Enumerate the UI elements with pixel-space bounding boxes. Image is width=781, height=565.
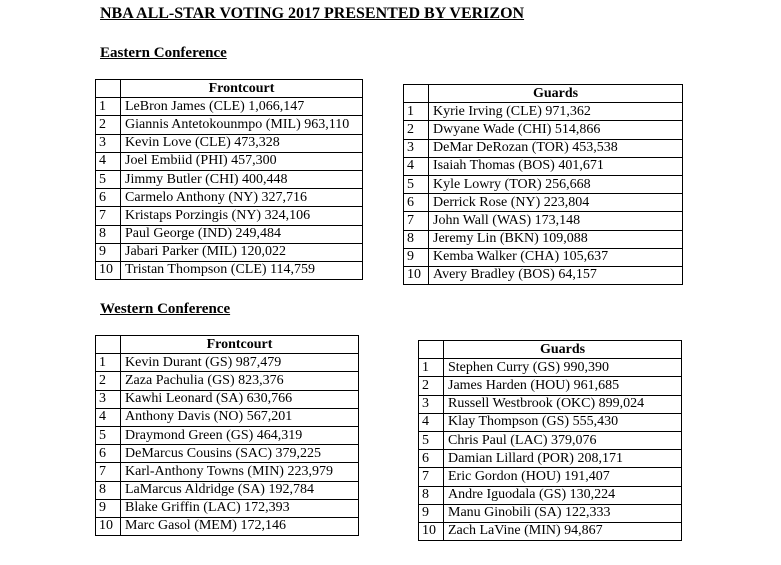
- rank-cell: 9: [404, 248, 429, 266]
- rank-cell: 4: [96, 152, 121, 170]
- table-row: [419, 468, 682, 486]
- rank-cell: 3: [404, 139, 429, 157]
- player-votes-cell: Giannis Antetokounmpo (MIL) 963,110: [121, 116, 363, 134]
- table-row: [419, 431, 682, 449]
- rank-cell: 1: [96, 354, 121, 372]
- rank-cell: 5: [96, 426, 121, 444]
- player-votes-cell: James Harden (HOU) 961,685: [444, 377, 682, 395]
- table-row: [96, 408, 359, 426]
- player-votes-cell: Damian Lillard (POR) 208,171: [444, 450, 682, 468]
- player-votes-cell: Zaza Pachulia (GS) 823,376: [121, 372, 359, 390]
- rank-cell: 5: [404, 175, 429, 193]
- table-row: [404, 139, 683, 157]
- table-corner-cell: [419, 341, 444, 359]
- table-row: [96, 207, 363, 225]
- player-votes-cell: LeBron James (CLE) 1,066,147: [121, 98, 363, 116]
- rank-cell: 2: [419, 377, 444, 395]
- player-votes-cell: Kyrie Irving (CLE) 971,362: [429, 103, 683, 121]
- rank-cell: 1: [419, 359, 444, 377]
- table-row: [419, 413, 682, 431]
- player-votes-cell: Karl-Anthony Towns (MIN) 223,979: [121, 463, 359, 481]
- table-row: [96, 134, 363, 152]
- player-votes-cell: Kawhi Leonard (SA) 630,766: [121, 390, 359, 408]
- rank-cell: 8: [404, 230, 429, 248]
- player-votes-cell: Tristan Thompson (CLE) 114,759: [121, 261, 363, 279]
- player-votes-cell: Paul George (IND) 249,484: [121, 225, 363, 243]
- rank-cell: 1: [96, 98, 121, 116]
- rank-cell: 10: [404, 266, 429, 284]
- table-body: [96, 98, 363, 280]
- west-frontcourt-table: [95, 335, 359, 536]
- table-body: [404, 103, 683, 285]
- table-row: [96, 390, 359, 408]
- player-votes-cell: Chris Paul (LAC) 379,076: [444, 431, 682, 449]
- player-votes-cell: Andre Iguodala (GS) 130,224: [444, 486, 682, 504]
- table-row: [96, 481, 359, 499]
- table-header: Frontcourt: [121, 336, 359, 354]
- table-row: [96, 354, 359, 372]
- rank-cell: 3: [419, 395, 444, 413]
- rank-cell: 10: [96, 261, 121, 279]
- table-corner-cell: [404, 85, 429, 103]
- player-votes-cell: Anthony Davis (NO) 567,201: [121, 408, 359, 426]
- table-row: [404, 157, 683, 175]
- table-body: [419, 359, 682, 541]
- player-votes-cell: DeMarcus Cousins (SAC) 379,225: [121, 445, 359, 463]
- rank-cell: 7: [419, 468, 444, 486]
- player-votes-cell: Zach LaVine (MIN) 94,867: [444, 522, 682, 540]
- table-row: [419, 450, 682, 468]
- player-votes-cell: Eric Gordon (HOU) 191,407: [444, 468, 682, 486]
- rank-cell: 3: [96, 134, 121, 152]
- player-votes-cell: Isaiah Thomas (BOS) 401,671: [429, 157, 683, 175]
- rank-cell: 10: [96, 517, 121, 535]
- player-votes-cell: Kristaps Porzingis (NY) 324,106: [121, 207, 363, 225]
- rank-cell: 8: [419, 486, 444, 504]
- player-votes-cell: Stephen Curry (GS) 990,390: [444, 359, 682, 377]
- table-row: [96, 189, 363, 207]
- rank-cell: 1: [404, 103, 429, 121]
- table-row: [419, 377, 682, 395]
- player-votes-cell: Jabari Parker (MIL) 120,022: [121, 243, 363, 261]
- table-row: [419, 486, 682, 504]
- table-row: [96, 499, 359, 517]
- rank-cell: 9: [419, 504, 444, 522]
- player-votes-cell: LaMarcus Aldridge (SA) 192,784: [121, 481, 359, 499]
- table-row: [404, 121, 683, 139]
- east-conference-heading: Eastern Conference: [100, 45, 227, 61]
- table-row: [96, 170, 363, 188]
- rank-cell: 5: [96, 170, 121, 188]
- table-row: [419, 504, 682, 522]
- rank-cell: 2: [96, 372, 121, 390]
- table-row: [96, 116, 363, 134]
- table-row: [96, 243, 363, 261]
- rank-cell: 8: [96, 481, 121, 499]
- table-row: [404, 230, 683, 248]
- table-row: [96, 426, 359, 444]
- rank-cell: 4: [96, 408, 121, 426]
- page-title: NBA ALL-STAR VOTING 2017 PRESENTED BY VERIZON: [100, 5, 525, 22]
- player-votes-cell: Kevin Durant (GS) 987,479: [121, 354, 359, 372]
- rank-cell: 2: [96, 116, 121, 134]
- player-votes-cell: Jimmy Butler (CHI) 400,448: [121, 170, 363, 188]
- table-corner-cell: [96, 336, 121, 354]
- player-votes-cell: John Wall (WAS) 173,148: [429, 212, 683, 230]
- table-header: Guards: [444, 341, 682, 359]
- table-row: [404, 194, 683, 212]
- table-row: [96, 463, 359, 481]
- player-votes-cell: Kemba Walker (CHA) 105,637: [429, 248, 683, 266]
- player-votes-cell: Jeremy Lin (BKN) 109,088: [429, 230, 683, 248]
- rank-cell: 3: [96, 390, 121, 408]
- player-votes-cell: Dwyane Wade (CHI) 514,866: [429, 121, 683, 139]
- rank-cell: 4: [419, 413, 444, 431]
- rank-cell: 6: [404, 194, 429, 212]
- east-frontcourt-table: [95, 79, 363, 280]
- rank-cell: 10: [419, 522, 444, 540]
- table-corner-cell: [96, 80, 121, 98]
- player-votes-cell: Manu Ginobili (SA) 122,333: [444, 504, 682, 522]
- rank-cell: 6: [419, 450, 444, 468]
- rank-cell: 9: [96, 243, 121, 261]
- west-guards-table: [418, 340, 682, 541]
- player-votes-cell: Kyle Lowry (TOR) 256,668: [429, 175, 683, 193]
- rank-cell: 2: [404, 121, 429, 139]
- east-guards-table: [403, 84, 683, 285]
- rank-cell: 6: [96, 189, 121, 207]
- table-header: Frontcourt: [121, 80, 363, 98]
- table-row: [96, 225, 363, 243]
- table-row: [404, 266, 683, 284]
- table-row: [96, 445, 359, 463]
- table-row: [96, 517, 359, 535]
- player-votes-cell: Carmelo Anthony (NY) 327,716: [121, 189, 363, 207]
- table-row: [419, 359, 682, 377]
- player-votes-cell: Klay Thompson (GS) 555,430: [444, 413, 682, 431]
- player-votes-cell: Avery Bradley (BOS) 64,157: [429, 266, 683, 284]
- rank-cell: 6: [96, 445, 121, 463]
- player-votes-cell: Draymond Green (GS) 464,319: [121, 426, 359, 444]
- rank-cell: 7: [96, 463, 121, 481]
- table-header: Guards: [429, 85, 683, 103]
- table-row: [419, 522, 682, 540]
- rank-cell: 5: [419, 431, 444, 449]
- rank-cell: 8: [96, 225, 121, 243]
- rank-cell: 4: [404, 157, 429, 175]
- table-row: [404, 248, 683, 266]
- table-row: [419, 395, 682, 413]
- player-votes-cell: Blake Griffin (LAC) 172,393: [121, 499, 359, 517]
- table-row: [404, 175, 683, 193]
- table-row: [404, 103, 683, 121]
- west-conference-heading: Western Conference: [100, 301, 231, 317]
- player-votes-cell: DeMar DeRozan (TOR) 453,538: [429, 139, 683, 157]
- table-row: [96, 372, 359, 390]
- rank-cell: 7: [96, 207, 121, 225]
- player-votes-cell: Russell Westbrook (OKC) 899,024: [444, 395, 682, 413]
- player-votes-cell: Kevin Love (CLE) 473,328: [121, 134, 363, 152]
- rank-cell: 7: [404, 212, 429, 230]
- table-row: [96, 98, 363, 116]
- table-row: [404, 212, 683, 230]
- table-row: [96, 261, 363, 279]
- player-votes-cell: Derrick Rose (NY) 223,804: [429, 194, 683, 212]
- table-body: [96, 354, 359, 536]
- table-row: [96, 152, 363, 170]
- player-votes-cell: Joel Embiid (PHI) 457,300: [121, 152, 363, 170]
- player-votes-cell: Marc Gasol (MEM) 172,146: [121, 517, 359, 535]
- rank-cell: 9: [96, 499, 121, 517]
